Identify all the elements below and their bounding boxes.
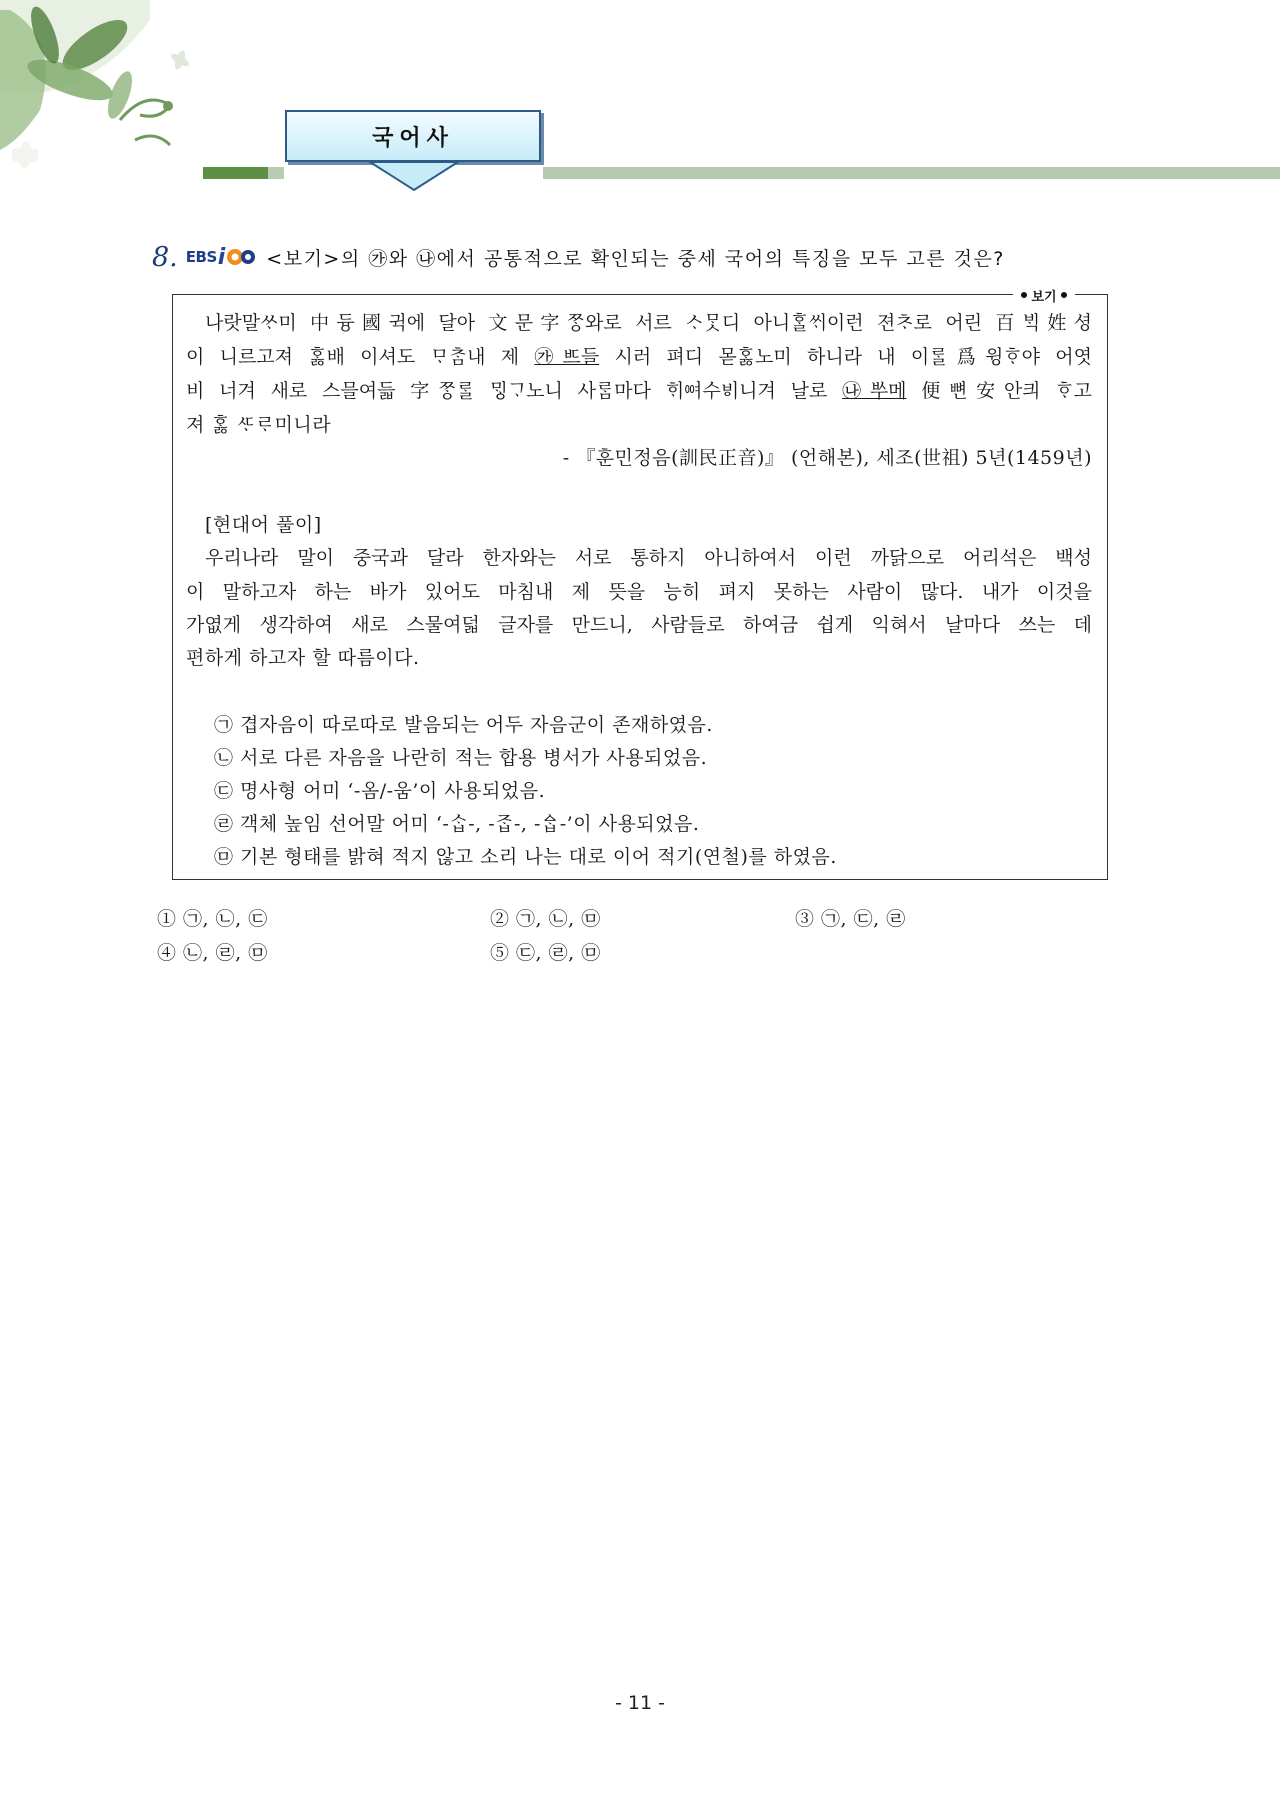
original-line-2-b: 시러 펴디 몯ᄒᆞᇙ노미 하니라 내 이ᄅᆞᆯ爲윙ᄒᆞ야 어엿 [599,346,1092,368]
question-number: 8. [152,241,178,273]
modern-line-4: 편하게 하고자 할 따름이다. [186,647,420,669]
answer-choice-5[interactable]: ⑤ ㉢, ㉣, ㉤ [490,942,601,964]
ebs-logo-i: i [217,244,226,270]
question-text: <보기>의 ㉮와 ㉯에서 공통적으로 확인되는 중세 국어의 특징을 모두 고른 것은? [266,247,1005,270]
header-rule-green [203,167,268,179]
modern-line-2: 이 말하고자 하는 바가 있어도 마침내 제 뜻을 능히 펴지 못하는 사람이 많다. 내가 이것을 [186,581,1092,603]
bogi-dot-right [1061,292,1067,298]
bogi-dot-left [1021,292,1027,298]
answer-choice-4[interactable]: ④ ㉡, ㉣, ㉤ [157,942,268,964]
original-line-4: 져 ᄒᆞᇙ ᄯᆞᄅᆞ미니라 [186,414,332,436]
item-digeut: ㉢ 명사형 어미 ‘-옴/-움’이 사용되었음. [214,780,546,802]
header-rule-light [268,167,284,179]
header-rule-right [543,167,1280,179]
original-line-2 [186,342,1092,369]
subject-title: 국어사 [372,125,454,151]
arrow-down-icon [366,160,462,192]
item-rieul: ㉣ 객체 높임 선어말 어미 ‘-ᄉᆞᆸ-, -ᄌᆞᆸ-, -ᅀᆞᆸ-’이 사용되었음. [214,813,700,835]
modern-heading: [현대어 풀이] [205,514,322,536]
ebsi-logo [186,245,257,270]
ebs-logo-text: EBS [185,248,217,266]
ebs-circles-icon [226,247,256,267]
original-line-3-a: 비 너겨 새로 스믈여듧 字ᄍᆞᆼᄅᆞᆯ ᄆᆡᇰᄀᆞ노니 사ᄅᆞᆷ마다 ᄒᆡᅇᅧ수ᄫᅵ니겨 날로 [186,380,843,402]
marked-word-ga: ㉮ᄠᅳ들 [534,346,600,368]
item-giyeok: ㉠ 겹자음이 따로따로 발음되는 어두 자음군이 존재하였음. [214,714,713,736]
item-mieum: ㉤ 기본 형태를 밝혀 적지 않고 소리 나는 대로 이어 적기(연철)를 하였음. [214,846,837,868]
bogi-tag [1013,284,1075,306]
floral-decoration [0,0,210,180]
modern-line-3: 가엾게 생각하여 새로 스물여덟 글자를 만드니, 사람들로 하여금 쉽게 익혀서 날마다 쓰는 데 [186,614,1092,636]
page-number: - 11 - [615,1692,665,1714]
question-line [152,240,1152,274]
bogi-tag-label: 보기 [1031,289,1057,305]
modern-line-1: 우리나라 말이 중국과 달라 한자와는 서로 통하지 아니하여서 이런 까닭으로 어리석은 백성 [205,547,1092,569]
item-nieun: ㉡ 서로 다른 자음을 나란히 적는 합용 병서가 사용되었음. [214,747,708,769]
original-line-3-b: 便뼌安안킈 ᄒᆞ고 [906,380,1092,402]
original-line-2-a: 이 니르고져 ᄒᆞᇙ배 이셔도 ᄆᆞᄎᆞᆷ내 제 [186,346,535,368]
original-source: - 『훈민정음(訓民正音)』 (언해본), 세조(世祖) 5년(1459년) [562,447,1092,469]
answer-choice-2[interactable]: ② ㉠, ㉡, ㉤ [490,908,601,930]
subject-title-box [285,110,541,162]
answer-choice-1[interactable]: ① ㉠, ㉡, ㉢ [157,908,268,930]
answer-choice-3[interactable]: ③ ㉠, ㉢, ㉣ [795,908,906,930]
original-line-3 [186,376,1092,403]
original-line-1: 나랏말ᄊᆞ미 中듕國귁에 달아 文문字ᄍᆞᆼ와로 서르 ᄉᆞᄆᆞᆺ디 아니ᄒᆞᆯᄊᆡ이런 젼ᄎᆞ로 어린 百ᄇᆡᆨ姓셩 [205,312,1092,334]
marked-word-na: ㉯ᄡᅮ메 [842,380,907,402]
